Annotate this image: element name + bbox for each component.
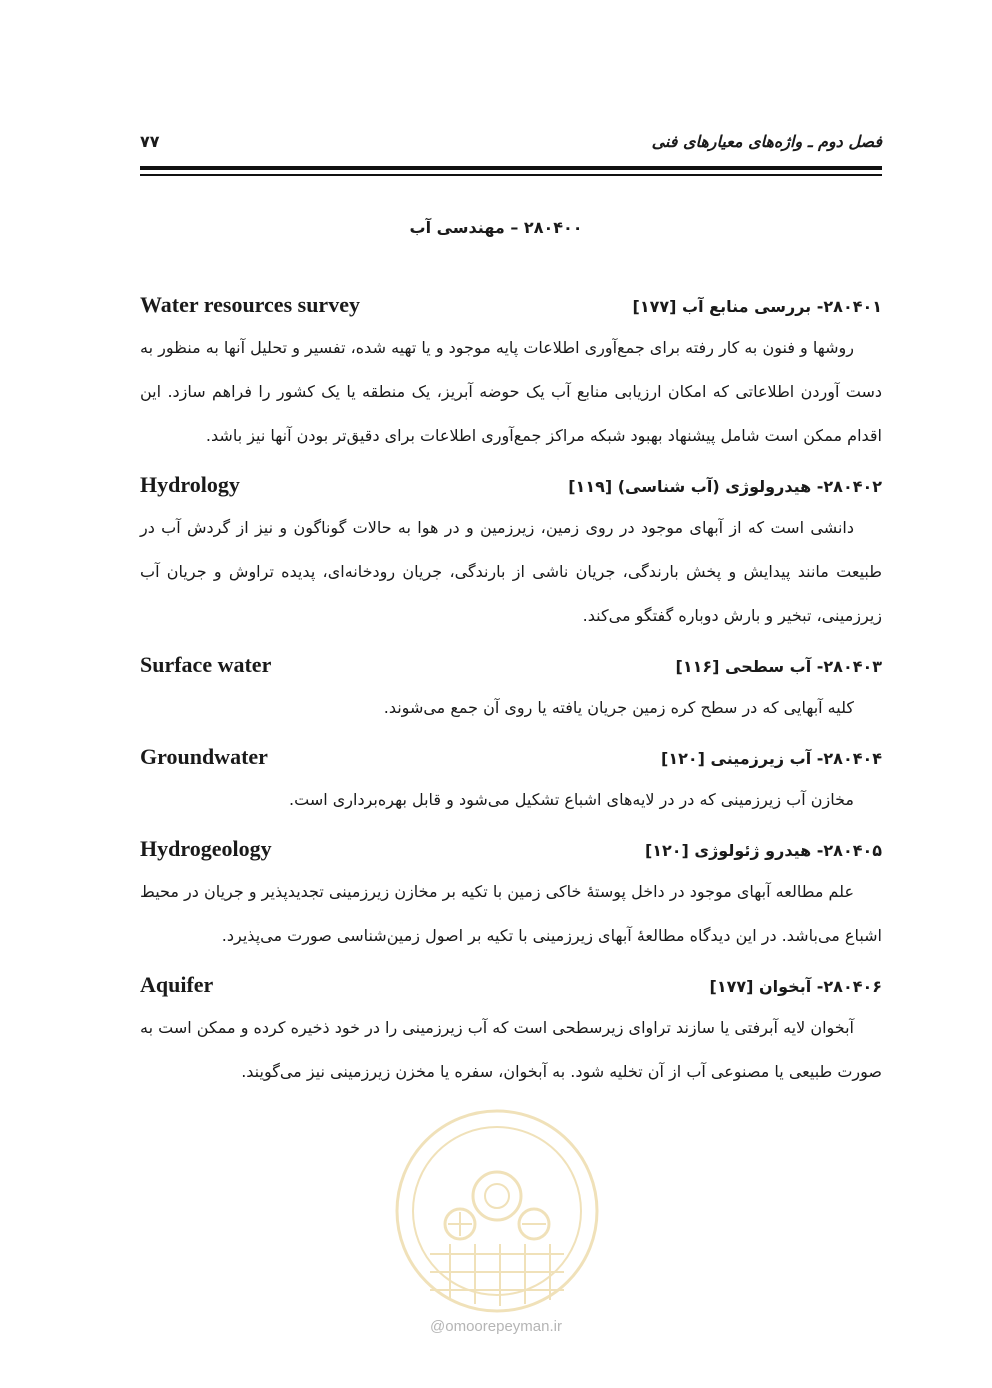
term-persian: ۲۸۰۴۰۲- هیدرولوژی (آب شناسی) [۱۱۹] [568, 477, 882, 496]
entry-water-resources-survey [140, 292, 882, 458]
seal-emblem-icon [390, 1104, 604, 1318]
watermark-text: @omoorepeyman.ir [430, 1318, 562, 1335]
entry-definition: کلیه آبهایی که در سطح کره زمین جریان یافته یا روی آن جمع می‌شوند. [383, 698, 854, 717]
term-english: Surface water [140, 652, 272, 677]
entries-list [140, 292, 882, 1108]
term-persian: ۲۸۰۴۰۱- بررسی منابع آب [۱۷۷] [632, 297, 882, 316]
entry-definition: دانشی است که از آبهای موجود در روی زمین، زیرزمین و در هوا به حالات گوناگون و نیز از گردش آب در طبیعت مانند پیدایش و پخش بارندگی، جریان ناشی از بارندگی، جریان رودخانه‌ای، پدیده تراوش و جریان آب زیرزمینی، تبخیر و بارش دوباره گفتگو می‌کند. [140, 518, 882, 625]
header-rule-thick [140, 166, 882, 170]
entry-definition: مخازن آب زیرزمینی که در در لایه‌های اشباع تشکیل می‌شود و قابل بهره‌برداری است. [289, 790, 854, 809]
entry-groundwater [140, 744, 882, 822]
entry-surface-water [140, 652, 882, 730]
section-title: ۲۸۰۴۰۰ – مهندسی آب [409, 218, 583, 237]
term-english: Aquifer [140, 972, 214, 997]
entry-definition: علم مطالعه آبهای موجود در داخل پوستهٔ خاکی زمین با تکیه بر مخازن زیرزمینی تجدیدپذیر و جریان در محیط اشباع می‌باشد. در این دیدگاه مطالعهٔ آبهای زیرزمینی با تکیه بر اصول زمین‌شناسی صورت می‌پذیرد. [140, 882, 882, 945]
term-english: Hydrogeology [140, 836, 272, 861]
term-english: Water resources survey [140, 292, 360, 317]
term-persian: ۲۸۰۴۰۴- آب زیرزمینی [۱۲۰] [661, 749, 882, 768]
entry-hydrogeology [140, 836, 882, 958]
entry-definition: آبخوان لایه آبرفتی یا سازند تراوای زیرسطحی است که آب زیرزمینی را در خود ذخیره کرده و ممکن است به صورت طبیعی یا مصنوعی آب از آن تخلیه شود. به آبخوان، سفره یا مخزن زیرزمینی نیز می‌گویند. [140, 1018, 882, 1081]
entry-hydrology [140, 472, 882, 638]
term-persian: ۲۸۰۴۰۵- هیدرو ژئولوژی [۱۲۰] [644, 841, 882, 860]
term-english: Hydrology [140, 472, 240, 497]
chapter-title: فصل دوم ـ واژه‌های معیارهای فنی [651, 132, 882, 151]
entry-definition: روشها و فنون به کار رفته برای جمع‌آوری اطلاعات پایه موجود و یا تهیه شده، تفسیر و تحلیل آنها به منظور به دست آوردن اطلاعاتی که امکان ارزیابی منابع آب یک حوضه آبریز، یک منطقه یا یک کشور را فراهم سازد. این اقدام ممکن است شامل پیشنهاد بهبود شبکه مراکز جمع‌آوری اطلاعات برای دقیق‌تر بودن آنها نیز باشد. [140, 338, 882, 445]
term-persian: ۲۸۰۴۰۶- آبخوان [۱۷۷] [709, 977, 882, 996]
entry-aquifer [140, 972, 882, 1094]
term-english: Groundwater [140, 744, 268, 769]
term-persian: ۲۸۰۴۰۳- آب سطحی [۱۱۶] [675, 657, 882, 676]
page-number: ۷۷ [140, 132, 160, 151]
header-rule-thin [140, 174, 882, 176]
